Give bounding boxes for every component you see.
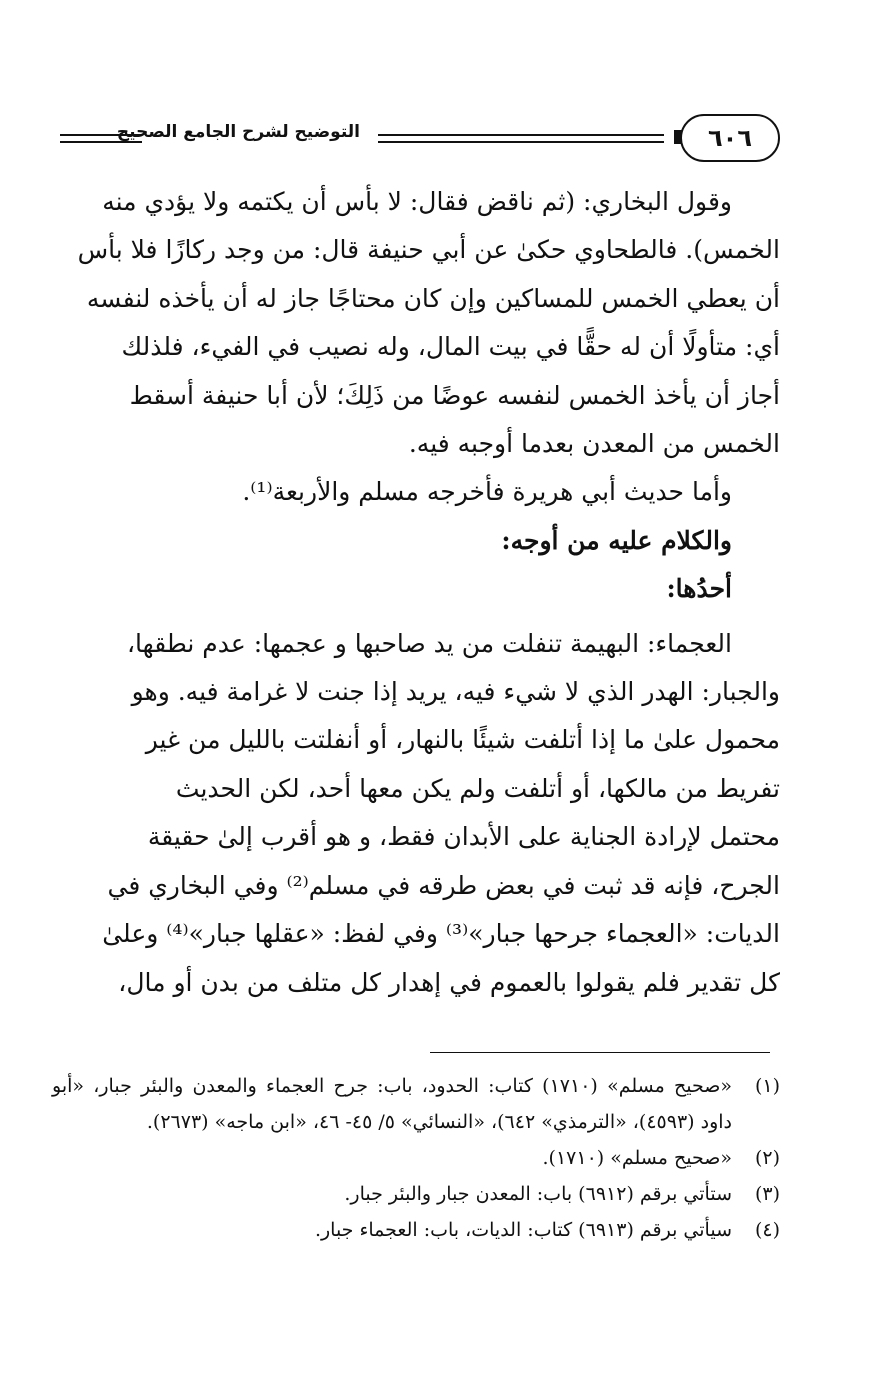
text-line: كل تقدير فلم يقولوا بالعموم في إهدار كل متلف من بدن أو مال، — [118, 967, 780, 997]
running-header — [40, 110, 780, 170]
page-number: ٦٠٦ — [680, 114, 780, 162]
footnote-number: (٤) — [754, 1219, 780, 1241]
footnote-text: «صحيح مسلم» (١٧١٠) كتاب: الحدود، باب: جرح العجماء والمعدن والبئر جبار، «أبو داود (٤٥٩٣)، «الترمذي» ٦٤٢)، «النسائي» ٥/ ٤٥- ٤٦، «ابن ماجه» (٢٦٧٣). — [52, 1075, 733, 1133]
text-line: وأما حديث أبي هريرة فأخرجه مسلم والأربعة⁽¹⁾. — [242, 477, 732, 507]
text-line: أي: متأولًا أن له حقًّا في بيت المال، وله نصيب في الفيء، فلذلك — [121, 332, 780, 362]
text-line: تفريط من مالكها، أو أتلفت ولم يكن معها أحد، لكن الحديث — [175, 773, 780, 803]
header-title: التوضيح لشرح الجامع الصحيح — [116, 122, 360, 142]
footnote-number: (١) — [754, 1075, 780, 1097]
text-line: محتمل لإرادة الجناية على الأبدان فقط، و هو أقرب إلىٰ حقيقة — [147, 822, 780, 852]
footnote-number: (٣) — [754, 1183, 780, 1205]
footnote-3 — [52, 1176, 780, 1212]
main-text — [52, 178, 780, 1007]
text-line: والجبار: الهدر الذي لا شيء فيه، يريد إذا جنت لا غرامة فيه. وهو — [131, 677, 780, 707]
header-rule-right — [378, 134, 664, 143]
footnote-text: «صحيح مسلم» (١٧١٠). — [542, 1147, 732, 1169]
text-line: الخمس من المعدن بعدما أوجبه فيه. — [408, 429, 780, 459]
text-line: محمول علىٰ ما إذا أتلفت شيئًا بالنهار، أو أنفلتت بالليل من غير — [145, 725, 780, 755]
text-line: أن يعطي الخمس للمساكين وإن كان محتاجًا جاز له أن يأخذه لنفسه — [86, 283, 780, 313]
text-line: والكلام عليه من أوجه: — [501, 525, 732, 555]
footnote-separator — [430, 1052, 770, 1053]
footnote-number: (٢) — [754, 1147, 780, 1169]
text-line: العجماء: البهيمة تنفلت من يد صاحبها و عجمها: عدم نطقها، — [126, 628, 732, 658]
footnote-4 — [52, 1212, 780, 1248]
footnotes — [52, 1068, 780, 1248]
footnote-1 — [52, 1068, 780, 1140]
text-line: الجرح، فإنه قد ثبت في بعض طرقه في مسلم⁽²⁾ وفي البخاري في — [107, 870, 780, 900]
footnote-2 — [52, 1140, 780, 1176]
text-line: وقول البخاري: (ثم ناقض فقال: لا بأس أن يكتمه ولا يؤدي منه — [102, 187, 732, 216]
footnote-text: سيأتي برقم (٦٩١٣) كتاب: الديات، باب: العجماء جبار. — [314, 1219, 732, 1241]
text-line: الديات: «العجماء جرحها جبار»⁽³⁾ وفي لفظ: «عقلها جبار»⁽⁴⁾ وعلىٰ — [102, 919, 780, 949]
section-heading: أحدُها: — [666, 574, 732, 604]
text-line: أجاز أن يأخذ الخمس لنفسه عوضًا من ذَلِكَ؛ لأن أبا حنيفة أسقط — [129, 380, 780, 410]
text-line: الخمس). فالطحاوي حكىٰ عن أبي حنيفة قال: من وجد ركازًا فلا بأس — [77, 235, 780, 265]
footnote-text: ستأتي برقم (٦٩١٢) باب: المعدن جبار والبئر جبار. — [344, 1183, 732, 1205]
